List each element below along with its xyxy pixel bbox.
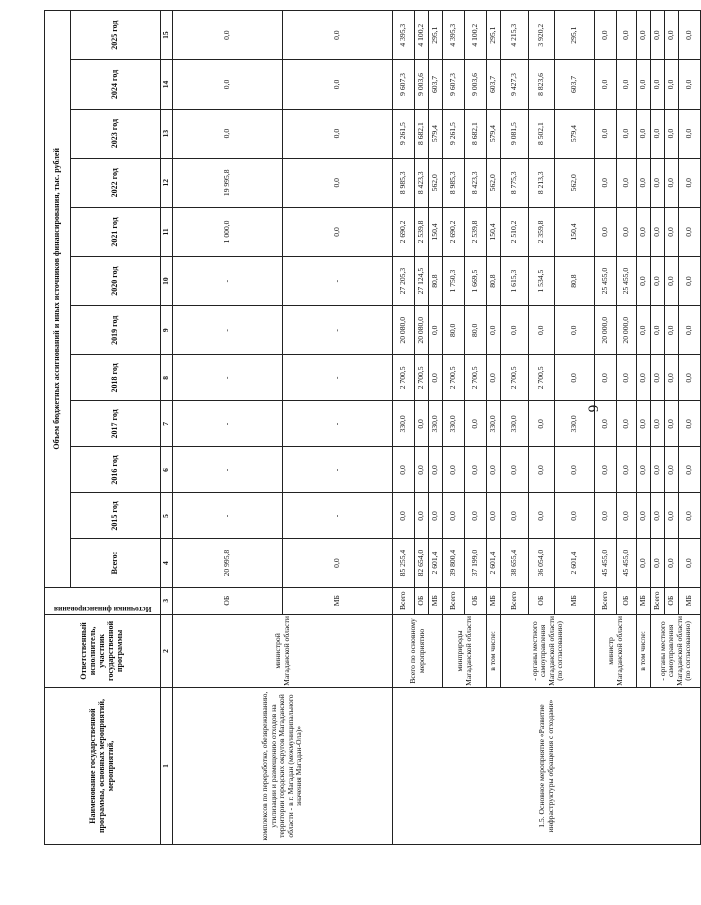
value-cell: 8 682,1 xyxy=(415,109,429,158)
value-cell: 0,0 xyxy=(443,493,465,539)
value-cell: 39 800,4 xyxy=(443,539,465,587)
value-cell: 579,4 xyxy=(487,109,501,158)
value-cell: 45 455,0 xyxy=(617,539,637,587)
source-cell: Всего xyxy=(393,587,415,614)
index-cell: 4 xyxy=(161,539,173,587)
value-cell: - xyxy=(173,493,283,539)
value-cell: 1 534,5 xyxy=(529,257,555,306)
source-cell: Всего xyxy=(595,587,617,614)
value-cell: 2 510,2 xyxy=(501,207,529,256)
value-cell: 0,0 xyxy=(651,401,665,447)
value-cell: 20 000,0 xyxy=(595,306,617,355)
value-cell: 330,0 xyxy=(429,401,443,447)
value-cell: 0,0 xyxy=(651,355,665,401)
value-cell: 8 823,6 xyxy=(529,60,555,109)
value-cell: 0,0 xyxy=(679,306,701,355)
value-cell: 8 423,3 xyxy=(465,158,487,207)
value-cell: 0,0 xyxy=(651,493,665,539)
value-cell: 0,0 xyxy=(595,401,617,447)
value-cell: 2 359,8 xyxy=(529,207,555,256)
value-cell: 0,0 xyxy=(679,207,701,256)
index-cell: 15 xyxy=(161,11,173,60)
value-cell: - xyxy=(283,257,393,306)
executor-cell: в том числе: xyxy=(637,614,651,687)
executor-cell: - органы местного самоуправления Магаданской области (по согласованию) xyxy=(501,614,595,687)
value-cell: 20 080,0 xyxy=(415,306,429,355)
table-row xyxy=(393,11,415,845)
value-cell: 0,0 xyxy=(665,257,679,306)
executor-cell: в том числе: xyxy=(487,614,501,687)
source-cell: МБ xyxy=(555,587,595,614)
value-cell: 0,0 xyxy=(617,207,637,256)
value-cell: 0,0 xyxy=(651,158,665,207)
value-cell: 37 199,0 xyxy=(465,539,487,587)
value-cell: 562,0 xyxy=(555,158,595,207)
header-sources: Источники финансирования xyxy=(45,587,161,614)
header-year: 2018 год xyxy=(71,355,161,401)
source-cell: ОБ xyxy=(173,587,283,614)
value-cell: 0,0 xyxy=(595,493,617,539)
value-cell: 603,7 xyxy=(555,60,595,109)
header-executor: Ответственный исполнитель, участник государственной программы xyxy=(45,614,161,687)
source-cell: Всего xyxy=(501,587,529,614)
value-cell: 8 775,3 xyxy=(501,158,529,207)
value-cell: 45 455,0 xyxy=(595,539,617,587)
value-cell: 0,0 xyxy=(283,109,393,158)
value-cell: - xyxy=(283,493,393,539)
header-year: 2023 год xyxy=(71,109,161,158)
value-cell: 0,0 xyxy=(617,447,637,493)
value-cell: 0,0 xyxy=(465,493,487,539)
value-cell: 80,0 xyxy=(465,306,487,355)
index-cell: 7 xyxy=(161,401,173,447)
value-cell: 0,0 xyxy=(679,158,701,207)
value-cell: 0,0 xyxy=(529,401,555,447)
value-cell: 0,0 xyxy=(617,11,637,60)
source-cell: МБ xyxy=(637,587,651,614)
value-cell: 0,0 xyxy=(665,158,679,207)
value-cell: 9 607,3 xyxy=(443,60,465,109)
value-cell: 0,0 xyxy=(665,207,679,256)
executor-cell: Всего по основному мероприятию xyxy=(393,614,443,687)
index-cell: 13 xyxy=(161,109,173,158)
header-year: 2020 год xyxy=(71,257,161,306)
value-cell: 9 607,3 xyxy=(393,60,415,109)
value-cell: 0,0 xyxy=(651,11,665,60)
value-cell: 2 601,4 xyxy=(429,539,443,587)
value-cell: 0,0 xyxy=(429,447,443,493)
value-cell: 603,7 xyxy=(487,60,501,109)
value-cell: 0,0 xyxy=(665,109,679,158)
program-name-cell: 1.5. Основное мероприятие «Развитие инфраструктуры обращения с отходами» xyxy=(393,688,701,845)
value-cell: 0,0 xyxy=(465,401,487,447)
value-cell: 0,0 xyxy=(637,60,651,109)
value-cell: 0,0 xyxy=(665,306,679,355)
value-cell: 0,0 xyxy=(487,493,501,539)
value-cell: 295,1 xyxy=(555,11,595,60)
value-cell: 25 455,0 xyxy=(595,257,617,306)
value-cell: 0,0 xyxy=(595,207,617,256)
value-cell: 0,0 xyxy=(529,306,555,355)
value-cell: - xyxy=(173,257,283,306)
value-cell: 0,0 xyxy=(665,401,679,447)
value-cell: 2 700,5 xyxy=(501,355,529,401)
value-cell: 80,8 xyxy=(555,257,595,306)
value-cell: 0,0 xyxy=(173,11,283,60)
value-cell: 8 502,1 xyxy=(529,109,555,158)
value-cell: 0,0 xyxy=(393,493,415,539)
value-cell: 579,4 xyxy=(429,109,443,158)
value-cell: 0,0 xyxy=(617,493,637,539)
value-cell: - xyxy=(283,306,393,355)
value-cell: 150,4 xyxy=(429,207,443,256)
value-cell: 0,0 xyxy=(465,447,487,493)
value-cell: 579,4 xyxy=(555,109,595,158)
header-total: Всего: xyxy=(71,539,161,587)
program-name-cell: комплексов по переработке, обезвреживанию, утилизации и размещению отходов на территории городских округов Магаданской области - в г. Магадан (межмуниципального значения Магадан-Ола)» xyxy=(173,688,393,845)
value-cell: 80,8 xyxy=(487,257,501,306)
value-cell: 0,0 xyxy=(679,355,701,401)
value-cell: 9 081,5 xyxy=(501,109,529,158)
value-cell: 36 054,0 xyxy=(529,539,555,587)
executor-cell: минприроды Магаданской области xyxy=(443,614,487,687)
value-cell: - xyxy=(173,306,283,355)
value-cell: 0,0 xyxy=(651,306,665,355)
value-cell: 603,7 xyxy=(429,60,443,109)
value-cell: 0,0 xyxy=(679,60,701,109)
value-cell: 38 655,4 xyxy=(501,539,529,587)
source-cell: МБ xyxy=(283,587,393,614)
index-cell: 14 xyxy=(161,60,173,109)
value-cell: 0,0 xyxy=(637,109,651,158)
value-cell: 0,0 xyxy=(637,11,651,60)
executor-cell: министр Магаданской области xyxy=(595,614,637,687)
value-cell: 0,0 xyxy=(665,60,679,109)
executor-cell: министрой Магаданской области xyxy=(173,614,393,687)
value-cell: 27 205,3 xyxy=(393,257,415,306)
value-cell: 0,0 xyxy=(555,306,595,355)
source-cell: ОБ xyxy=(415,587,429,614)
value-cell: 0,0 xyxy=(173,109,283,158)
value-cell: 0,0 xyxy=(679,447,701,493)
value-cell: 330,0 xyxy=(555,401,595,447)
value-cell: - xyxy=(173,355,283,401)
value-cell: 0,0 xyxy=(595,447,617,493)
value-cell: 0,0 xyxy=(487,355,501,401)
value-cell: 82 654,0 xyxy=(415,539,429,587)
value-cell: 9 003,6 xyxy=(415,60,429,109)
value-cell: 20 000,0 xyxy=(617,306,637,355)
value-cell: 295,1 xyxy=(429,11,443,60)
value-cell: 2 700,5 xyxy=(465,355,487,401)
value-cell: - xyxy=(283,401,393,447)
value-cell: 0,0 xyxy=(555,355,595,401)
header-year: 2021 год xyxy=(71,207,161,256)
source-cell: ОБ xyxy=(617,587,637,614)
value-cell: 2 700,5 xyxy=(393,355,415,401)
value-cell: 1 000,0 xyxy=(173,207,283,256)
value-cell: 2 601,4 xyxy=(555,539,595,587)
value-cell: 8 423,3 xyxy=(415,158,429,207)
value-cell: 0,0 xyxy=(501,306,529,355)
value-cell: 0,0 xyxy=(283,207,393,256)
source-cell: МБ xyxy=(429,587,443,614)
value-cell: 9 003,6 xyxy=(465,60,487,109)
header-year: 2016 год xyxy=(71,447,161,493)
header-year: 2022 год xyxy=(71,158,161,207)
value-cell: 0,0 xyxy=(595,109,617,158)
value-cell: 0,0 xyxy=(595,60,617,109)
value-cell: 0,0 xyxy=(679,109,701,158)
value-cell: 9 261,5 xyxy=(393,109,415,158)
source-cell: ОБ xyxy=(529,587,555,614)
value-cell: 0,0 xyxy=(637,207,651,256)
value-cell: 0,0 xyxy=(501,447,529,493)
value-cell: 0,0 xyxy=(283,158,393,207)
index-cell: 11 xyxy=(161,207,173,256)
value-cell: 330,0 xyxy=(501,401,529,447)
value-cell: - xyxy=(283,447,393,493)
value-cell: - xyxy=(173,447,283,493)
index-cell: 12 xyxy=(161,158,173,207)
value-cell: 0,0 xyxy=(393,447,415,493)
value-cell: 19 995,8 xyxy=(173,158,283,207)
value-cell: 3 920,2 xyxy=(529,11,555,60)
value-cell: 0,0 xyxy=(651,447,665,493)
value-cell: 4 215,3 xyxy=(501,11,529,60)
value-cell: 0,0 xyxy=(637,158,651,207)
value-cell: 0,0 xyxy=(637,493,651,539)
value-cell: 0,0 xyxy=(665,355,679,401)
source-cell: МБ xyxy=(679,587,701,614)
value-cell: 85 255,4 xyxy=(393,539,415,587)
value-cell: 0,0 xyxy=(415,401,429,447)
value-cell: 0,0 xyxy=(665,539,679,587)
source-cell: Всего xyxy=(651,587,665,614)
header-year: 2015 год xyxy=(71,493,161,539)
value-cell: 0,0 xyxy=(555,493,595,539)
value-cell: 562,0 xyxy=(429,158,443,207)
value-cell: 8 985,3 xyxy=(393,158,415,207)
value-cell: 0,0 xyxy=(651,109,665,158)
value-cell: - xyxy=(283,355,393,401)
value-cell: 0,0 xyxy=(679,493,701,539)
value-cell: 1 669,5 xyxy=(465,257,487,306)
value-cell: 0,0 xyxy=(679,257,701,306)
value-cell: 0,0 xyxy=(283,60,393,109)
index-cell: 5 xyxy=(161,493,173,539)
header-funding: Объем бюджетных ассигнований и иных источников финансирования, тыс. рублей xyxy=(45,11,71,588)
value-cell: - xyxy=(173,401,283,447)
value-cell: 2 539,8 xyxy=(465,207,487,256)
value-cell: 0,0 xyxy=(651,257,665,306)
header-year: 2017 год xyxy=(71,401,161,447)
value-cell: 80,0 xyxy=(443,306,465,355)
value-cell: 2 700,5 xyxy=(443,355,465,401)
value-cell: 8 985,3 xyxy=(443,158,465,207)
value-cell: 1 750,3 xyxy=(443,257,465,306)
value-cell: 0,0 xyxy=(651,207,665,256)
value-cell: 295,1 xyxy=(487,11,501,60)
value-cell: 0,0 xyxy=(617,60,637,109)
value-cell: 150,4 xyxy=(487,207,501,256)
value-cell: 0,0 xyxy=(429,355,443,401)
value-cell: 330,0 xyxy=(487,401,501,447)
index-cell: 3 xyxy=(161,587,173,614)
value-cell: 9 261,5 xyxy=(443,109,465,158)
value-cell: 25 455,0 xyxy=(617,257,637,306)
value-cell: 0,0 xyxy=(529,447,555,493)
value-cell: 2 690,2 xyxy=(393,207,415,256)
index-cell: 8 xyxy=(161,355,173,401)
value-cell: 1 615,3 xyxy=(501,257,529,306)
value-cell: 0,0 xyxy=(651,539,665,587)
value-cell: 2 700,5 xyxy=(529,355,555,401)
value-cell: 0,0 xyxy=(617,158,637,207)
value-cell: 0,0 xyxy=(637,401,651,447)
index-row xyxy=(161,11,173,845)
value-cell: 4 395,3 xyxy=(393,11,415,60)
value-cell: 0,0 xyxy=(429,493,443,539)
value-cell: 0,0 xyxy=(173,60,283,109)
value-cell: 20 080,0 xyxy=(393,306,415,355)
value-cell: 20 995,8 xyxy=(173,539,283,587)
value-cell: 0,0 xyxy=(617,109,637,158)
value-cell: 0,0 xyxy=(637,355,651,401)
value-cell: 0,0 xyxy=(637,447,651,493)
value-cell: 9 427,3 xyxy=(501,60,529,109)
value-cell: 4 395,3 xyxy=(443,11,465,60)
value-cell: 0,0 xyxy=(617,355,637,401)
value-cell: 0,0 xyxy=(665,493,679,539)
value-cell: 0,0 xyxy=(555,447,595,493)
value-cell: 4 100,2 xyxy=(465,11,487,60)
value-cell: 0,0 xyxy=(679,11,701,60)
source-cell: МБ xyxy=(487,587,501,614)
rotated-page xyxy=(44,10,694,845)
value-cell: 150,4 xyxy=(555,207,595,256)
index-cell: 9 xyxy=(161,306,173,355)
value-cell: 0,0 xyxy=(595,355,617,401)
index-cell: 2 xyxy=(161,614,173,687)
value-cell: 330,0 xyxy=(393,401,415,447)
value-cell: 0,0 xyxy=(415,493,429,539)
source-cell: Всего xyxy=(443,587,465,614)
source-cell: ОБ xyxy=(465,587,487,614)
funding-table xyxy=(44,10,701,845)
value-cell: 0,0 xyxy=(283,11,393,60)
index-cell: 10 xyxy=(161,257,173,306)
value-cell: 2 690,2 xyxy=(443,207,465,256)
header-year: 2025 год xyxy=(71,11,161,60)
value-cell: 2 700,5 xyxy=(415,355,429,401)
value-cell: 80,8 xyxy=(429,257,443,306)
value-cell: 0,0 xyxy=(651,60,665,109)
value-cell: 0,0 xyxy=(665,447,679,493)
value-cell: 0,0 xyxy=(501,493,529,539)
value-cell: 0,0 xyxy=(443,447,465,493)
value-cell: 0,0 xyxy=(487,306,501,355)
value-cell: 2 601,4 xyxy=(487,539,501,587)
value-cell: 8 213,3 xyxy=(529,158,555,207)
value-cell: 0,0 xyxy=(617,401,637,447)
value-cell: 0,0 xyxy=(679,539,701,587)
value-cell: 0,0 xyxy=(595,158,617,207)
value-cell: 4 100,2 xyxy=(415,11,429,60)
value-cell: 0,0 xyxy=(529,493,555,539)
value-cell: 8 682,1 xyxy=(465,109,487,158)
index-cell: 6 xyxy=(161,447,173,493)
value-cell: 2 539,8 xyxy=(415,207,429,256)
value-cell: 27 124,5 xyxy=(415,257,429,306)
index-cell: 1 xyxy=(161,688,173,845)
value-cell: 0,0 xyxy=(415,447,429,493)
page-number: 6 xyxy=(584,404,601,413)
source-cell: ОБ xyxy=(665,587,679,614)
value-cell: 0,0 xyxy=(637,257,651,306)
header-program-name: Наименование государственной программы, основных мероприятий, мероприятий, xyxy=(45,688,161,845)
value-cell: 0,0 xyxy=(679,401,701,447)
value-cell: 0,0 xyxy=(283,539,393,587)
value-cell: 0,0 xyxy=(665,11,679,60)
executor-cell: - органы местного самоуправления Магаданской области (по согласованию) xyxy=(651,614,701,687)
value-cell: 0,0 xyxy=(637,539,651,587)
table-row xyxy=(173,11,283,845)
value-cell: 0,0 xyxy=(429,306,443,355)
value-cell: 0,0 xyxy=(487,447,501,493)
value-cell: 562,0 xyxy=(487,158,501,207)
header-year: 2019 год xyxy=(71,306,161,355)
value-cell: 0,0 xyxy=(637,306,651,355)
value-cell: 0,0 xyxy=(595,11,617,60)
header-year: 2024 год xyxy=(71,60,161,109)
value-cell: 330,0 xyxy=(443,401,465,447)
